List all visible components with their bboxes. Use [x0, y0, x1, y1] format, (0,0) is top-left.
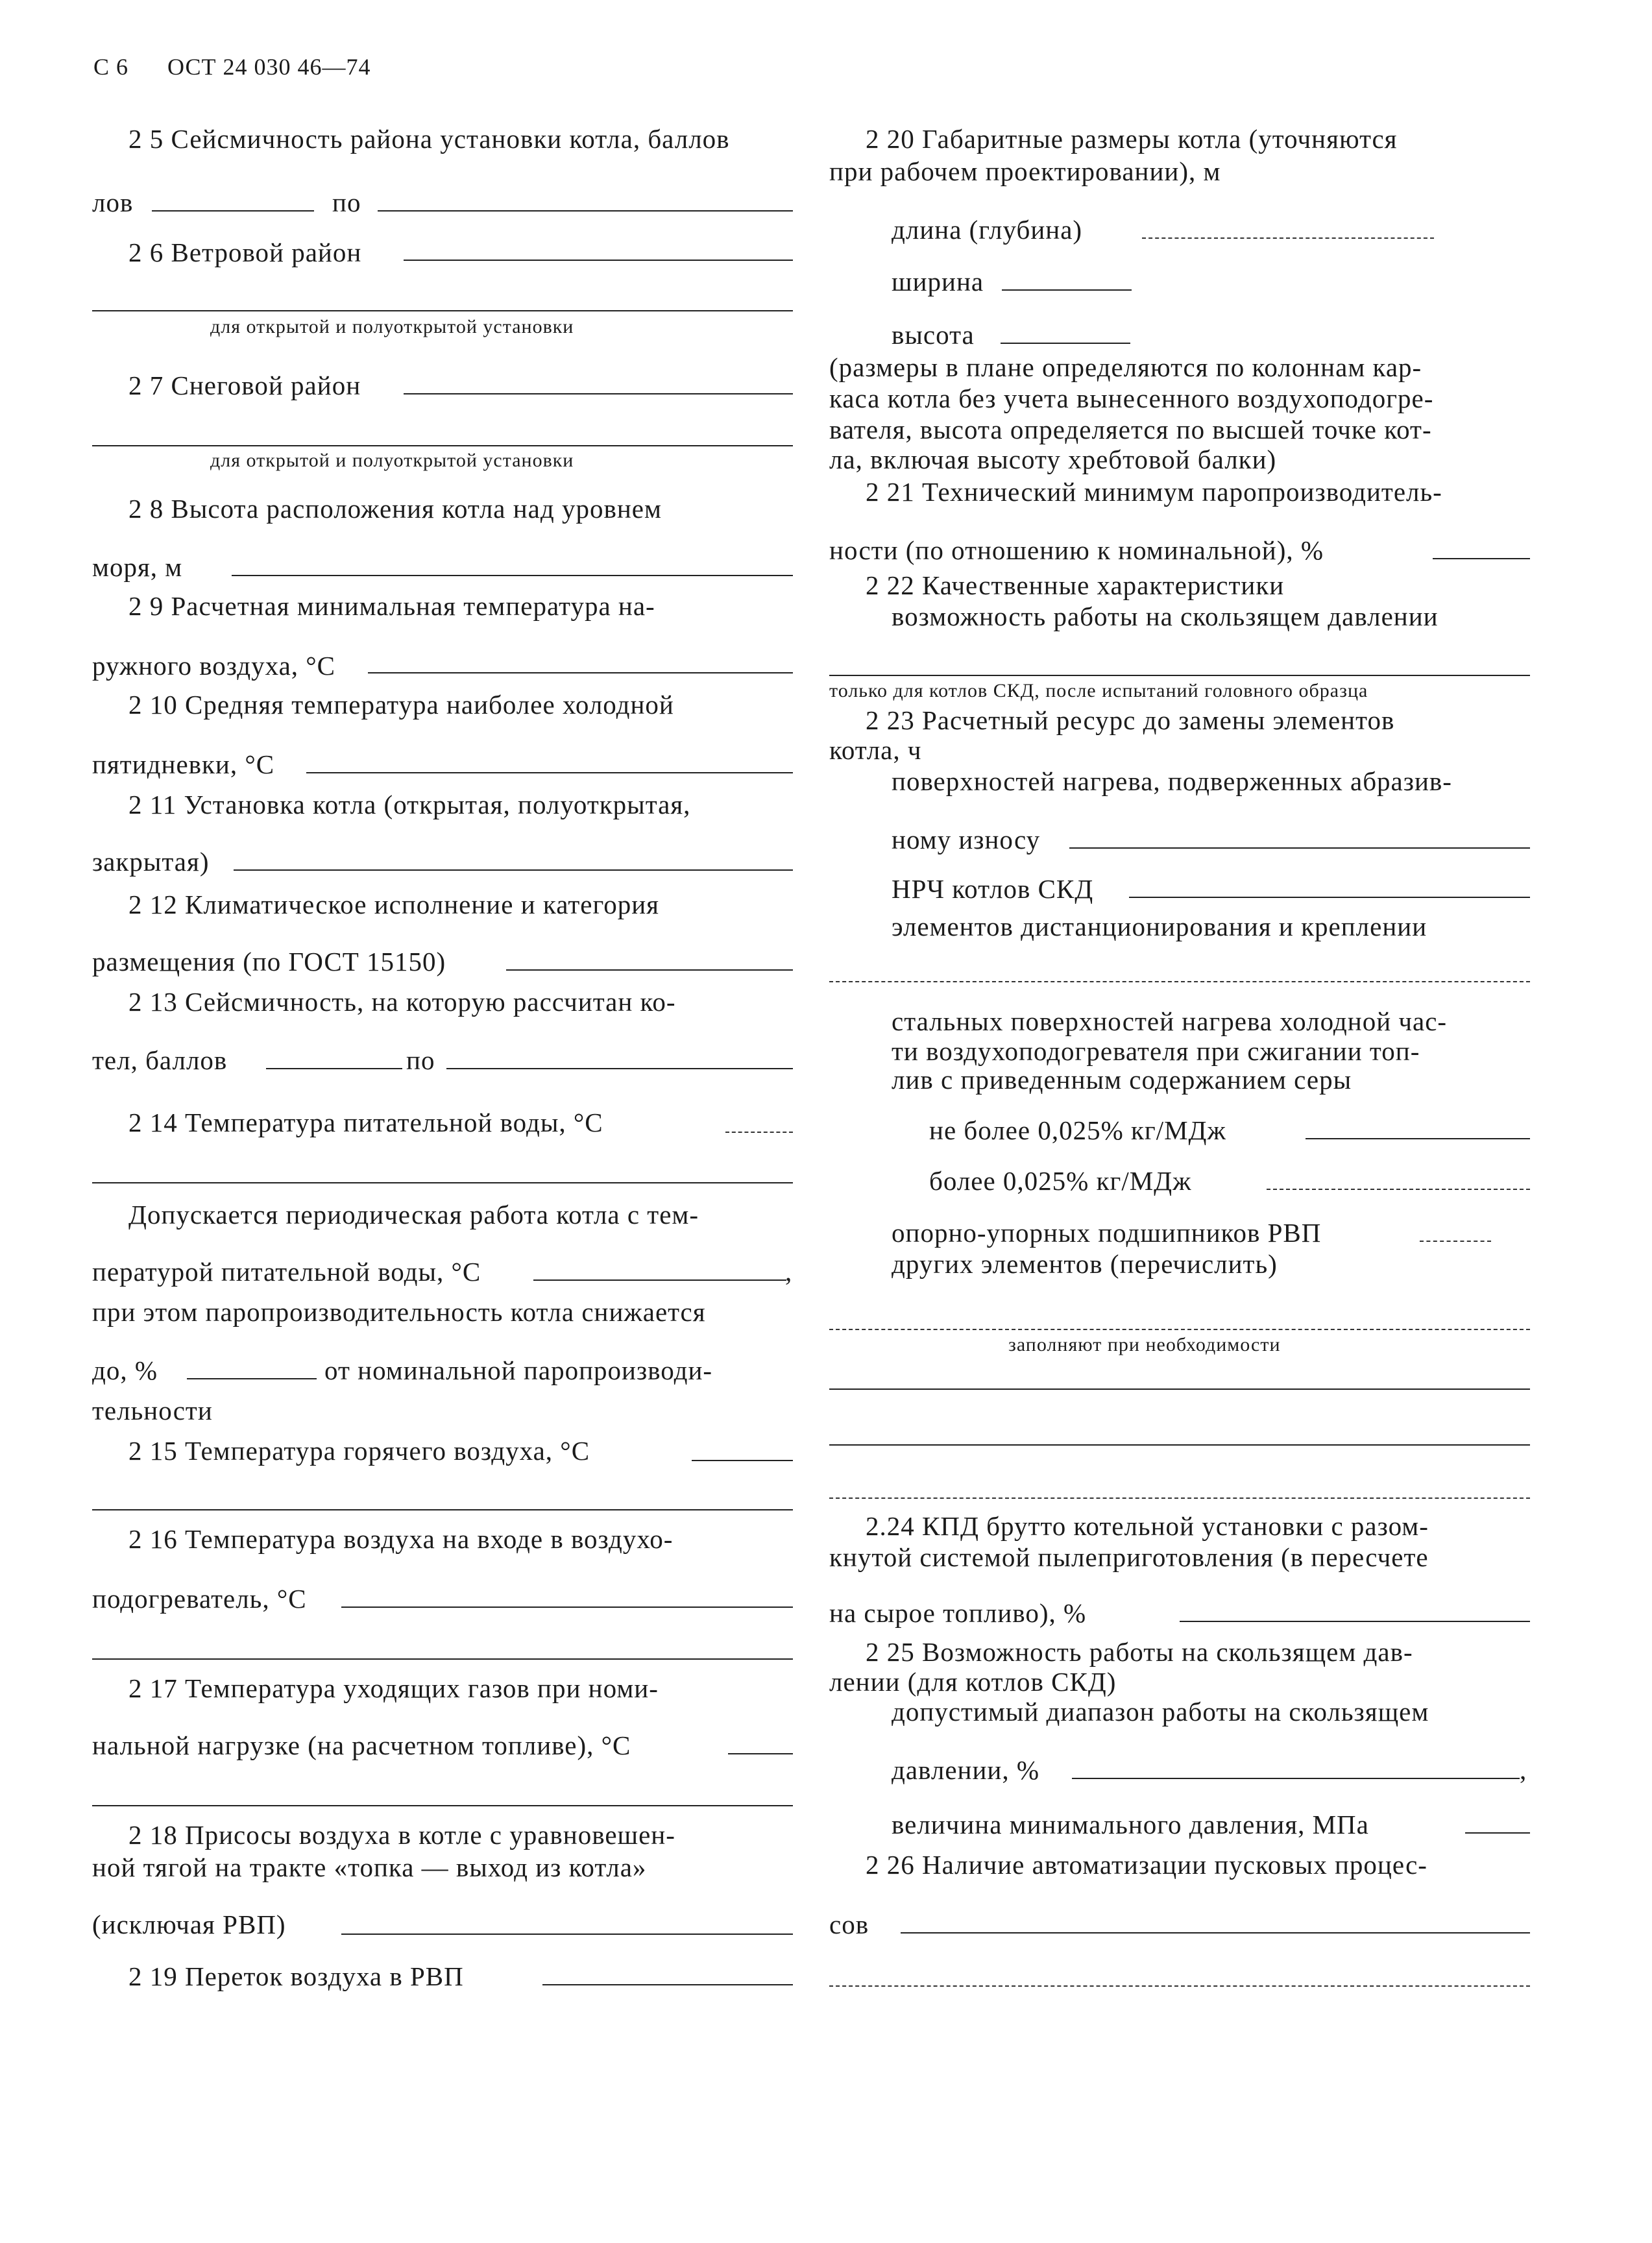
item-2-26-text: 2 26 Наличие автоматизации пусковых процес-: [866, 1850, 1427, 1880]
item-2-21-field: [1433, 558, 1530, 559]
item-2-8-text: 2 8 Высота расположения котла над уровнем: [128, 494, 662, 524]
item-2-21-text: 2 21 Технический минимум паропроизводитель-: [866, 477, 1442, 507]
item-2-23-e-field: [1306, 1138, 1530, 1139]
item-2-5-text: 2 5 Сейсмичность района установки котла, баллов: [128, 124, 730, 154]
item-2-8-field: [232, 575, 793, 576]
item-2-20-text: 2 20 Габаритные размеры котла (уточняются: [866, 124, 1398, 154]
item-2-18-cont: ной тягой на тракте «топка — выход из котла»: [92, 1852, 647, 1882]
item-2-6-field: [404, 260, 793, 261]
allow-field-percent: [187, 1378, 317, 1379]
item-2-20-height-field: [1001, 343, 1130, 344]
item-2-24-cont2: на сырое топливо), %: [829, 1598, 1087, 1628]
item-2-11-text: 2 11 Установка котла (открытая, полуоткрытая,: [128, 790, 691, 819]
item-2-26-field: [901, 1932, 1530, 1934]
item-2-9-text: 2 9 Расчетная минимальная температура на-: [128, 591, 655, 621]
item-2-5-field-from: [152, 210, 314, 212]
item-2-14-text: 2 14 Температура питательной воды, °С: [128, 1108, 603, 1137]
allow-text-4a: до, %: [92, 1355, 158, 1385]
item-2-9-field: [368, 672, 793, 673]
item-2-24-cont: кнутой системой пылеприготовления (в пересчете: [829, 1542, 1429, 1572]
allow-text-3: при этом паропроизводительность котла снижается: [92, 1297, 706, 1327]
item-2-17-line2: [92, 1805, 793, 1806]
item-2-12-text: 2 12 Климатическое исполнение и категория: [128, 890, 660, 919]
item-2-13-to: по: [406, 1045, 435, 1075]
item-2-23-text: 2 23 Расчетный ресурс до замены элементов: [866, 705, 1395, 735]
item-2-25-cont: лении (для котлов СКД): [829, 1667, 1117, 1697]
page-header: [93, 53, 370, 80]
item-2-18-field: [341, 1934, 793, 1935]
item-2-18-cont2: (исключая РВП): [92, 1910, 286, 1939]
item-2-23-g: опорно-упорных подшипников РВП: [892, 1218, 1322, 1248]
allow-text-2: пературой питательной воды, °С: [92, 1257, 481, 1287]
item-2-23-c-field: [829, 981, 1530, 982]
item-2-8-cont: моря, м: [92, 552, 183, 582]
item-2-5-cont: лов: [92, 188, 134, 217]
item-2-23-extra-2: [829, 1444, 1530, 1446]
allow-comma: ,: [785, 1257, 793, 1287]
item-2-18-text: 2 18 Присосы воздуха в котле с уравновешен-: [128, 1820, 675, 1850]
item-2-20-cont: при рабочем проектировании), м: [829, 156, 1221, 186]
item-2-20-note-2: каса котла без учета вынесенного воздухоподогре-: [829, 383, 1434, 413]
item-2-23-h-field: [829, 1329, 1530, 1330]
item-2-16-cont: подогреватель, °С: [92, 1584, 307, 1614]
item-2-13-field-from: [266, 1068, 402, 1069]
item-2-26-cont: сов: [829, 1910, 869, 1939]
item-2-24-text: 2.24 КПД брутто котельной установки с разом-: [866, 1511, 1429, 1541]
item-2-23-extra-1: [829, 1388, 1530, 1390]
item-2-23-c: элементов дистанционирования и креплении: [892, 912, 1427, 941]
item-2-23-h: других элементов (перечислить): [892, 1249, 1278, 1279]
item-2-13-cont: тел, баллов: [92, 1045, 228, 1075]
item-2-23-g-field: [1420, 1241, 1491, 1242]
item-2-14-line2: [92, 1182, 793, 1183]
item-2-17-text: 2 17 Температура уходящих газов при номи-: [128, 1673, 659, 1703]
item-2-6-line2: [92, 310, 793, 311]
item-2-23-a-field: [1069, 847, 1530, 849]
item-2-25-line5: величина минимального давления, МПа: [892, 1810, 1369, 1839]
item-2-22-cont: возможность работы на скользящем давлении: [892, 601, 1439, 631]
item-2-23-b: НРЧ котлов СКД: [892, 874, 1094, 904]
item-2-15-text: 2 15 Температура горячего воздуха, °С: [128, 1436, 590, 1466]
item-2-20-note-3: вателя, высота определяется по высшей точке кот-: [829, 415, 1432, 444]
item-2-20-length-field: [1142, 237, 1434, 239]
item-2-23-e: не более 0,025% кг/МДж: [929, 1115, 1226, 1145]
item-2-20-length: длина (глубина): [892, 215, 1083, 245]
item-2-22-caption: только для котлов СКД, после испытаний головного образца: [829, 680, 1368, 701]
item-2-7-line2: [92, 445, 793, 446]
item-2-16-field: [341, 1606, 793, 1608]
item-2-13-text: 2 13 Сейсмичность, на которую рассчитан ко-: [128, 987, 676, 1017]
item-2-5-to: по: [332, 188, 361, 217]
item-2-10-cont: пятидневки, °С: [92, 749, 275, 779]
item-2-20-width-field: [1002, 289, 1132, 291]
item-2-17-cont: нальной нагрузке (на расчетном топливе), °С: [92, 1730, 631, 1760]
allow-text-5: тельности: [92, 1396, 213, 1425]
item-2-23-a2: ному износу: [892, 825, 1041, 855]
item-2-23-d3: лив с приведенным содержанием серы: [892, 1065, 1352, 1095]
item-2-25-comma: ,: [1520, 1755, 1527, 1785]
item-2-23-cont: котла, ч: [829, 735, 922, 765]
item-2-23-caption: заполняют при необходимости: [1008, 1334, 1281, 1355]
item-2-20-note-4: ла, включая высоту хребтовой балки): [829, 444, 1277, 474]
item-2-12-field: [506, 969, 793, 971]
item-2-17-field: [728, 1753, 793, 1754]
standard-code: ОСТ 24 030 46—74: [167, 54, 371, 80]
item-2-23-f: более 0,025% кг/МДж: [929, 1166, 1192, 1196]
item-2-6-text: 2 6 Ветровой район: [128, 237, 362, 267]
item-2-5-field-to: [378, 210, 793, 212]
item-2-14-field: [725, 1132, 793, 1133]
item-2-12-cont: размещения (по ГОСТ 15150): [92, 947, 446, 976]
item-2-21-cont: ности (по отношению к номинальной), %: [829, 535, 1324, 565]
item-2-23-a1: поверхностей нагрева, подверженных абразив-: [892, 766, 1452, 796]
item-2-20-note-1: (размеры в плане определяются по колоннам кар-: [829, 352, 1422, 382]
item-2-15-field: [692, 1460, 793, 1461]
item-2-10-text: 2 10 Средняя температура наиболее холодной: [128, 690, 674, 720]
item-2-25-line3: допустимый диапазон работы на скользящем: [892, 1697, 1429, 1727]
item-2-7-text: 2 7 Снеговой район: [128, 370, 361, 400]
allow-field-temp: [533, 1279, 786, 1281]
item-2-25-line4: давлении, %: [892, 1755, 1040, 1785]
item-2-11-cont: закрытая): [92, 847, 210, 877]
allow-text-1: Допускается периодическая работа котла с тем-: [128, 1200, 699, 1230]
item-2-7-caption: для открытой и полуоткрытой установки: [210, 450, 574, 471]
item-2-24-field: [1180, 1621, 1530, 1622]
item-2-19-text: 2 19 Переток воздуха в РВП: [128, 1961, 464, 1991]
item-2-13-field-to: [446, 1068, 793, 1069]
item-2-23-extra-3: [829, 1497, 1530, 1499]
item-2-25-text: 2 25 Возможность работы на скользящем дав-: [866, 1637, 1413, 1667]
item-2-23-f-field: [1267, 1189, 1530, 1190]
item-2-7-field: [404, 393, 793, 394]
item-2-6-caption: для открытой и полуоткрытой установки: [210, 316, 574, 337]
item-2-15-line2: [92, 1509, 793, 1510]
item-2-23-b-field: [1129, 897, 1530, 898]
page-code: С 6: [93, 54, 129, 80]
item-2-9-cont: ружного воздуха, °С: [92, 651, 336, 681]
item-2-16-text: 2 16 Температура воздуха на входе в воздухо-: [128, 1524, 674, 1554]
item-2-20-width: ширина: [892, 267, 984, 297]
item-2-10-field: [306, 772, 793, 773]
item-2-19-field: [542, 1984, 793, 1985]
item-2-23-d1: стальных поверхностей нагрева холодной час-: [892, 1006, 1448, 1036]
item-2-25-range-field: [1072, 1778, 1520, 1779]
item-2-16-line2: [92, 1658, 793, 1660]
allow-text-4b: от номинальной паропроизводи-: [324, 1355, 713, 1385]
item-2-20-height: высота: [892, 320, 975, 350]
item-2-26-line2: [829, 1985, 1530, 1987]
item-2-23-d2: ти воздухоподогревателя при сжигании топ-: [892, 1036, 1420, 1066]
item-2-22-field: [829, 675, 1530, 676]
item-2-11-field: [234, 869, 793, 871]
item-2-22-text: 2 22 Качественные характеристики: [866, 570, 1285, 600]
item-2-25-min-field: [1465, 1832, 1530, 1834]
